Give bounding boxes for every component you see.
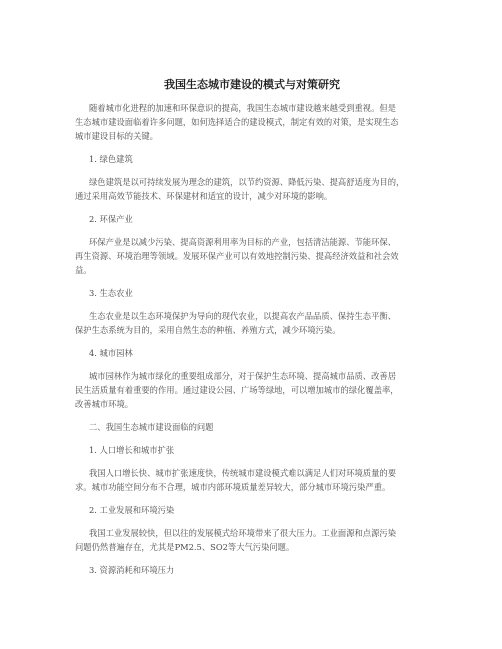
heading-green-building: 1. 绿色建筑 [89,154,133,164]
paragraph-ecological-agriculture [75,309,429,337]
paragraph-line: 生态农业是以生态环境保护为导向的现代农业，以提高农产品品质、保持生态平衡、 [89,311,396,321]
paragraph-population-growth [75,466,429,494]
paragraph-line: 我国人口增长快、城市扩张速度快，传统城市建设模式难以满足人们对环境质量的要 [89,468,396,478]
intro-line: 随着城市化进程的加速和环保意识的提高，我国生态城市建设越来越受到重视。但是 [89,103,396,113]
paragraph-line: 我国工业发展较快，但以往的发展模式给环境带来了很大压力。工业面源和点源污染 [89,528,396,538]
paragraph-line: 问题仍然普遍存在，尤其是PM2.5、SO2等大气污染问题。 [75,542,295,552]
intro-paragraph [75,101,429,143]
paragraph-line: 民生活质量有着重要的作用。通过建设公园、广场等绿地，可以增加城市的绿化覆盖率， [75,385,399,395]
document-body [75,77,429,586]
paragraph-line: 再生资源、环境治理等领域。发展环保产业可以有效地控制污染、提高经济效益和社会效 [75,251,399,261]
heading-ecological-agriculture: 3. 生态农业 [89,288,133,298]
document-title: 我国生态城市建设的模式与对策研究 [164,78,340,91]
paragraph-line: 保护生态系统为目的，采用自然生态的种植、养殖方式，减少环境污染。 [75,325,341,335]
heading-industrial-pollution: 2. 工业发展和环境污染 [89,505,175,515]
paragraph-line: 求。城市功能空间分布不合理，城市内部环境质量差异较大，部分城市环境污染严重。 [75,482,391,492]
intro-line: 生态城市建设面临着许多问题，如何选择适合的建设模式，制定有效的对策，是实现生态 [75,117,399,127]
paragraph-line: 绿色建筑是以可持续发展为理念的建筑，以节约资源、降低污染、提高舒适度为目的， [89,177,405,187]
intro-line: 城市建设目标的关键。 [75,131,158,141]
heading-population-growth: 1. 人口增长和城市扩张 [89,445,175,455]
heading-urban-gardens: 4. 城市园林 [89,348,133,358]
paragraph-industrial-pollution [75,526,429,554]
heading-environmental-industry: 2. 环保产业 [89,214,133,224]
section-two-title: 二、我国生态城市建设面临的问题 [89,422,214,432]
paragraph-line: 通过采用高效节能技术、环保建材和适宜的设计，减少对环境的影响。 [75,191,333,201]
paragraph-line: 改善城市环境。 [75,399,134,409]
paragraph-line: 益。 [75,265,92,275]
paragraph-line: 城市园林作为城市绿化的重要组成部分，对于保护生态环境、提高城市品质、改善居 [89,371,396,381]
paragraph-line: 环保产业是以减少污染、提高资源利用率为目标的产业，包括清洁能源、节能环保、 [89,237,396,247]
paragraph-green-building [75,175,429,203]
heading-resource-consumption: 3. 资源消耗和环境压力 [89,565,175,575]
paragraph-urban-gardens [75,369,429,411]
paragraph-environmental-industry [75,235,429,277]
